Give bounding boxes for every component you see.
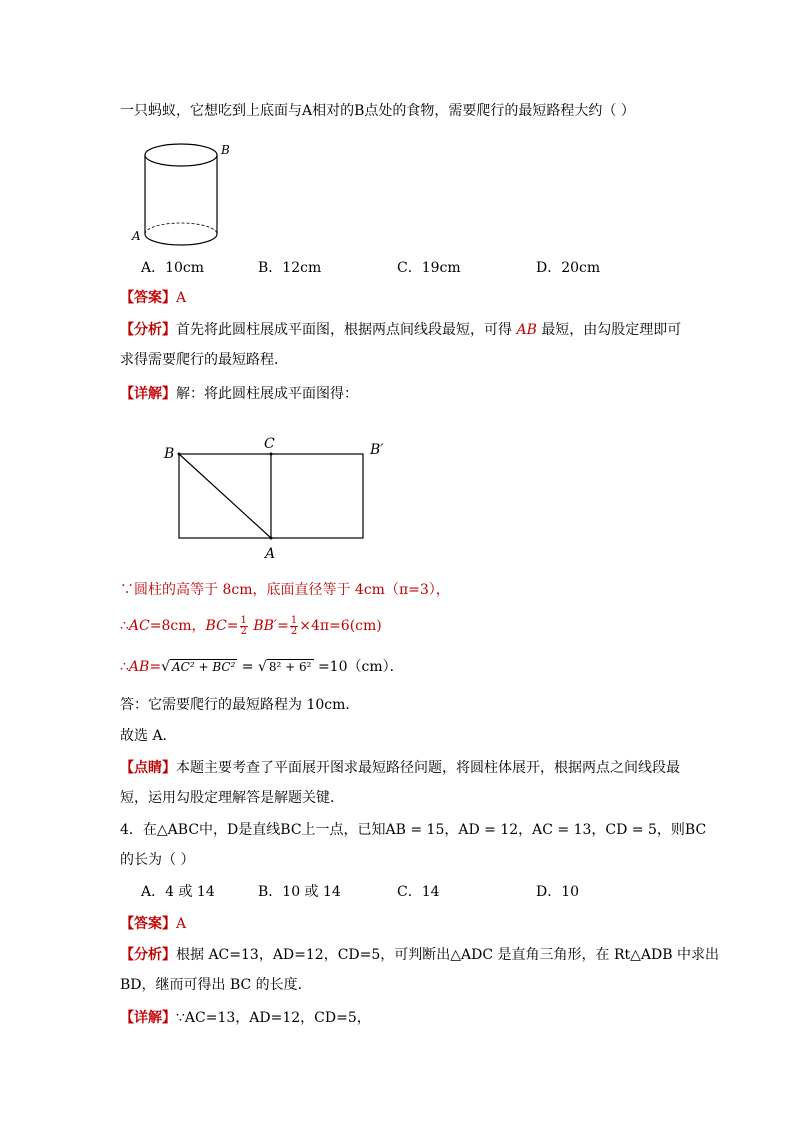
q4-analysis-line1: 【分析】根据 AC=13，AD=12，CD=5，可判断出△ADC 是直角三角形，在 Rt△ADB 中求出 xyxy=(120,947,719,963)
q3-step1: ∵圆柱的高等于 8cm，底面直径等于 4cm（π=3）， xyxy=(120,582,450,598)
figure-label-a: A xyxy=(265,546,276,562)
unfolded-figure xyxy=(160,430,390,565)
q4-option-d: D．10 xyxy=(536,884,580,900)
q3-comment-line2: 短，运用勾股定理解答是解题关键． xyxy=(120,790,344,806)
q3-comment-line1: 【点睛】本题主要考查了平面展开图求最短路径问题，将圆柱体展开，根据两点之间线段最 xyxy=(120,760,680,776)
q4-option-b: B．10 或 14 xyxy=(258,884,341,900)
q4-analysis-line2: BD，继而可得出 BC 的长度． xyxy=(120,977,312,993)
q3-step2: ∴AC=8cm，BC= $\frac{1}{2}$ BB′= $\frac{1}{2}$ ×4π=6(cm) xyxy=(120,614,382,637)
q3-option-a: A．10cm xyxy=(141,260,205,276)
cylinder-figure xyxy=(128,134,238,249)
q4-detail: 【详解】∵AC=13，AD=12，CD=5， xyxy=(120,1010,371,1026)
q3-conclusion: 答：它需要爬行的最短路程为 10cm． xyxy=(120,697,360,713)
cylinder-top xyxy=(145,144,217,166)
q3-detail: 【详解】解：将此圆柱展成平面图得： xyxy=(120,386,358,402)
cylinder-label-a: A xyxy=(132,229,141,243)
q4-stem-line2: 的长为（ ） xyxy=(120,852,195,868)
q4-option-c: C．14 xyxy=(397,884,440,900)
q3-option-b: B．12cm xyxy=(258,260,322,276)
fraction-half-2: $\frac{1}{2}$ xyxy=(290,614,298,637)
cylinder-label-b: B xyxy=(221,143,230,157)
q4-option-a: A．4 或 14 xyxy=(141,884,215,900)
figure-label-bp: B′ xyxy=(370,442,384,458)
figure-label-b: B xyxy=(164,446,175,462)
q3-answer: 【答案】A xyxy=(120,290,187,306)
q3-stem: 一只蚂蚁，它想吃到上底面与A相对的B点处的食物，需要爬行的最短路程大约（ ） xyxy=(120,103,635,119)
q3-option-c: C．19cm xyxy=(397,260,461,276)
q3-step3: ∴AB=√ AC² + BC² = √ 8² + 6² =10（cm）． xyxy=(120,659,404,675)
q3-choose: 故选 A． xyxy=(120,728,177,744)
q4-stem-line1: 4．在△ABC中，D是直线BC上一点，已知AB = 15，AD = 12，AC = 13，CD = 5，则BC xyxy=(120,822,707,838)
q4-answer: 【答案】A xyxy=(120,916,187,932)
fraction-half-1: $\frac{1}{2}$ xyxy=(240,614,247,637)
figure-label-c: C xyxy=(264,436,275,452)
q3-option-d: D．20cm xyxy=(536,260,601,276)
q3-analysis-line1: 【分析】首先将此圆柱展成平面图，根据两点间线段最短，可得 AB 最短，由勾股定理即可 xyxy=(120,322,682,338)
q3-analysis-line2: 求得需要爬行的最短路程． xyxy=(120,352,288,368)
